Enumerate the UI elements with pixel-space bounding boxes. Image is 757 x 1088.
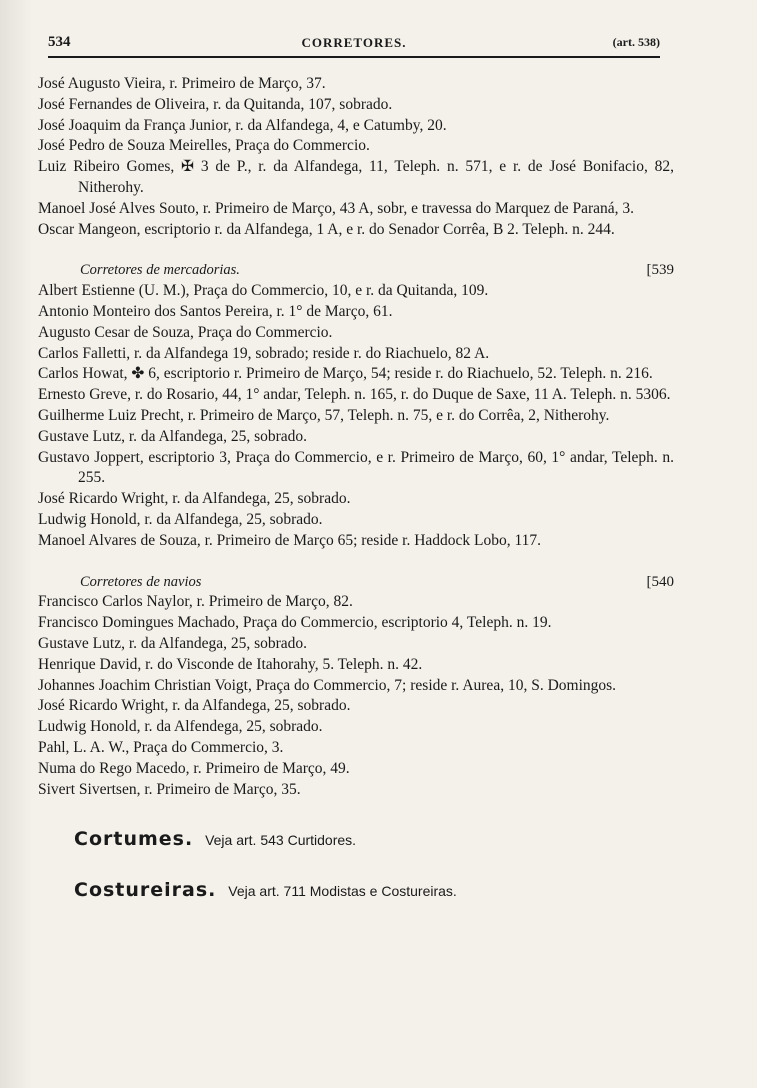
section-title-navios [38, 572, 674, 593]
mercadorias-list [38, 281, 674, 551]
list-item: Manoel José Alves Souto, r. Primeiro de Março, 43 A, sobr, e travessa do Marquez de Paraná, 3. [38, 199, 635, 217]
content [38, 74, 674, 902]
section-number: [540 [646, 573, 674, 590]
list-item: Carlos Falletti, r. da Alfandega 19, sobrado; reside r. do Riachuelo, 82 A. [38, 344, 490, 362]
list-item: Pahl, L. A. W., Praça do Commercio, 3. [38, 738, 284, 756]
page-margin-shadow [0, 0, 32, 1088]
list-item: José Joaquim da França Junior, r. da Alfandega, 4, e Catumby, 20. [38, 116, 447, 134]
list-item: Oscar Mangeon, escriptorio r. da Alfandega, 1 A, e r. do Senador Corrêa, B 2. Teleph. n. 244. [38, 220, 615, 238]
list-item: Albert Estienne (U. M.), Praça do Commercio, 10, e r. da Quitanda, 109. [38, 282, 489, 300]
list-item: Luiz Ribeiro Gomes, ✠ 3 de P., r. da Alfandega, 11, Teleph. n. 571, e r. de José Bonifacio, 82, Nitherohy. [38, 158, 674, 196]
section-number: [539 [646, 262, 674, 279]
list-item: José Pedro de Souza Meirelles, Praça do Commercio. [38, 137, 370, 155]
list-item: José Ricardo Wright, r. da Alfandega, 25, sobrado. [38, 697, 351, 715]
list-item: Carlos Howat, ✤ 6, escriptorio r. Primeiro de Março, 54; reside r. do Riachuelo, 52. Teleph. n. 216. [38, 365, 653, 383]
list-item: José Augusto Vieira, r. Primeiro de Março, 37. [38, 75, 326, 92]
list-item: Gustave Lutz, r. da Alfandega, 25, sobrado. [38, 634, 308, 652]
see-also-heading: Cortumes. [74, 828, 194, 851]
list-item: Gustavo Joppert, escriptorio 3, Praça do Commercio, e r. Primeiro de Março, 60, 1° andar, Teleph. n. 255. [38, 448, 674, 487]
see-also-text: Veja art. 711 Modistas e Costureiras. [228, 883, 457, 900]
list-item: Guilherme Luiz Precht, r. Primeiro de Março, 57, Teleph. n. 75, e r. do Corrêa, 2, Nitherohy. [38, 406, 610, 424]
list-item: Ludwig Honold, r. da Alfandega, 25, sobrado. [38, 510, 323, 528]
list-item: José Ricardo Wright, r. da Alfandega, 25, sobrado. [38, 490, 351, 508]
spacer [38, 800, 674, 822]
list-item: Ludwig Honold, r. da Alfendega, 25, sobrado. [38, 718, 323, 736]
list-item: Antonio Monteiro dos Santos Pereira, r. 1° de Março, 61. [38, 302, 393, 320]
see-also-cortumes [38, 828, 674, 851]
see-also-heading: Costureiras. [74, 879, 217, 902]
section-title-mercadorias [38, 260, 674, 281]
page-number: 534 [48, 34, 71, 50]
section-title-text: Corretores de mercadorias. [80, 262, 240, 279]
see-also-costureiras [38, 879, 674, 902]
list-item: Henrique David, r. do Visconde de Itahorahy, 5. Teleph. n. 42. [38, 655, 423, 673]
list-item: Francisco Carlos Naylor, r. Primeiro de Março, 82. [38, 593, 353, 611]
page-header [48, 34, 660, 58]
list-item: Gustave Lutz, r. da Alfandega, 25, sobrado. [38, 427, 308, 445]
cambio-list [38, 74, 674, 240]
list-item: Ernesto Greve, r. do Rosario, 44, 1° andar, Teleph. n. 165, r. do Duque de Saxe, 11 A. Teleph. n. 5306. [38, 386, 671, 404]
list-item: José Fernandes de Oliveira, r. da Quitanda, 107, sobrado. [38, 95, 393, 113]
list-item: Francisco Domingues Machado, Praça do Commercio, escriptorio 4, Teleph. n. 19. [38, 614, 552, 632]
list-item: Numa do Rego Macedo, r. Primeiro de Março, 49. [38, 759, 350, 777]
list-item: Johannes Joachim Christian Voigt, Praça do Commercio, 7; reside r. Aurea, 10, S. Domingos. [38, 676, 617, 694]
list-item: Augusto Cesar de Souza, Praça do Commercio. [38, 323, 333, 341]
page-title: CORRETORES. [301, 35, 407, 50]
section-title-text: Corretores de navios [80, 573, 202, 590]
see-also-text: Veja art. 543 Curtidores. [205, 832, 357, 849]
navios-list [38, 592, 674, 800]
list-item: Sivert Sivertsen, r. Primeiro de Março, 35. [38, 780, 301, 798]
article-ref: (art. 538) [612, 35, 660, 49]
list-item: Manoel Alvares de Souza, r. Primeiro de Março 65; reside r. Haddock Lobo, 117. [38, 531, 542, 549]
